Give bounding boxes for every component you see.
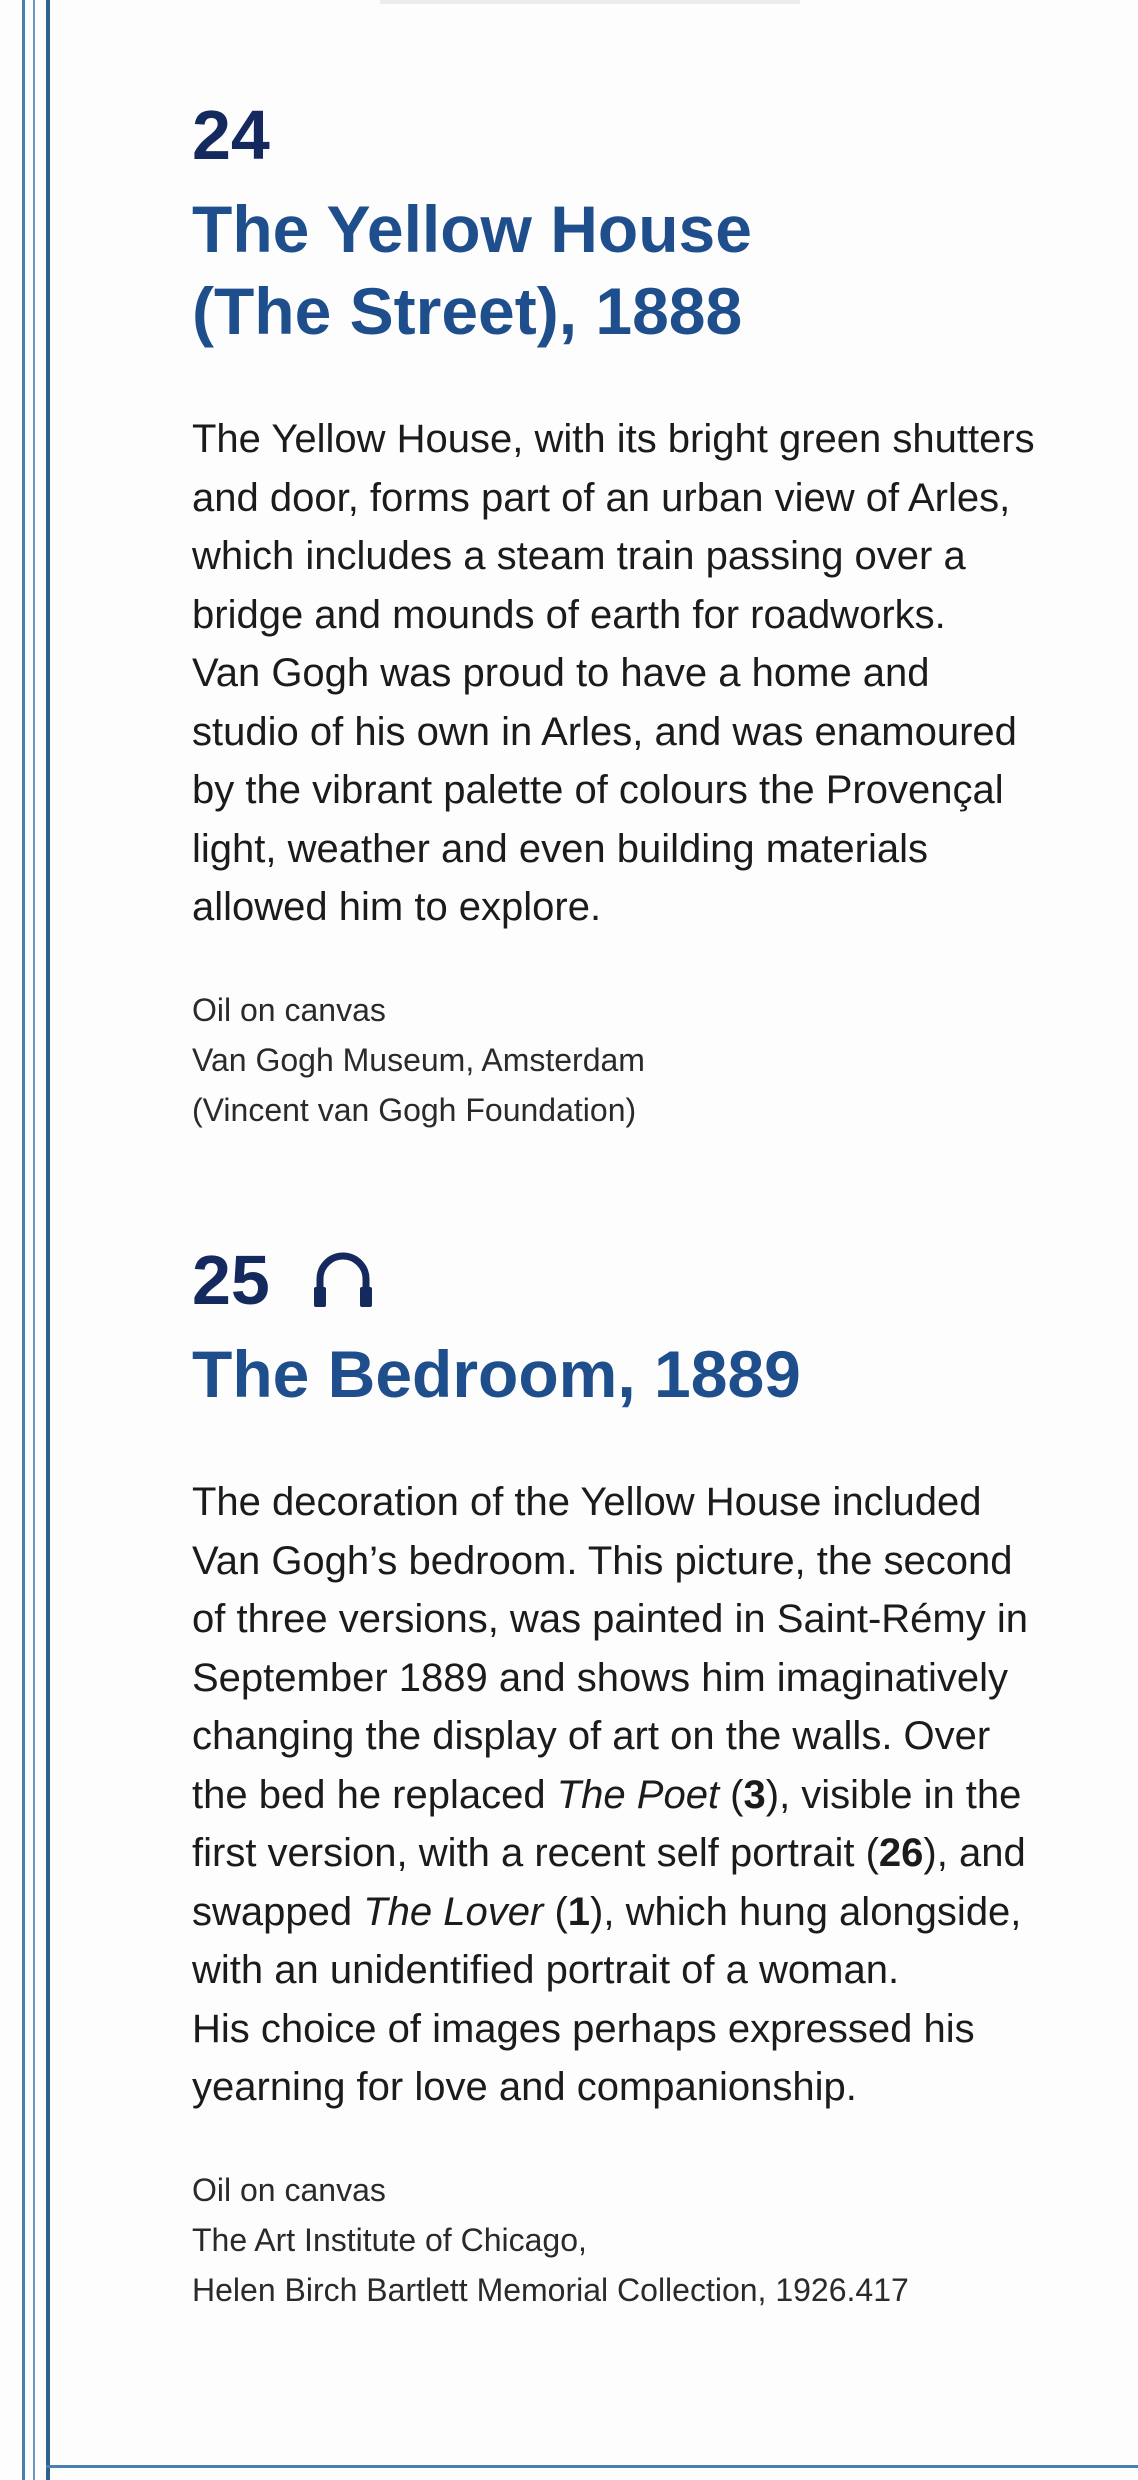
description-line: September 1889 and shows him imaginatively	[192, 1655, 1008, 1700]
text-run: (	[719, 1772, 744, 1817]
description-line: The decoration of the Yellow House included	[192, 1480, 982, 1524]
description-line	[192, 1883, 1122, 1942]
description-line: studio of his own in Arles, and was enamoured	[192, 709, 1017, 754]
description-line: changing the display of art on the walls. Over	[192, 1714, 991, 1758]
description-line: of three versions, was painted in Saint-Rémy in	[192, 1597, 1028, 1641]
entry-number: 24	[192, 96, 270, 174]
description-line: Van Gogh’s bedroom. This picture, the second	[192, 1538, 1013, 1583]
description-line	[192, 1766, 1122, 1825]
catalogue-ref: 26	[878, 1831, 924, 1875]
page-edge-line	[46, 0, 50, 2480]
headphones-icon	[308, 1245, 378, 1315]
collection-line: (Vincent van Gogh Foundation)	[192, 1091, 637, 1128]
text-run: (	[543, 1889, 568, 1934]
description-line: allowed him to explore.	[192, 885, 602, 929]
text-run: ), which hung alongside,	[590, 1889, 1022, 1934]
collection-line: The Art Institute of Chicago,	[192, 2221, 587, 2258]
page-edge-line	[22, 0, 25, 2480]
description-line: His choice of images perhaps expressed his	[192, 2006, 975, 2051]
entry-metadata	[192, 2165, 1122, 2315]
text-run: swapped	[192, 1889, 364, 1934]
title-line: The Bedroom, 1889	[192, 1337, 801, 1411]
entry-title	[192, 1333, 1122, 1415]
text-run: first version, with a recent self portrait (	[192, 1831, 879, 1875]
text-run: the bed he replaced	[192, 1772, 557, 1817]
collection-line: Van Gogh Museum, Amsterdam	[192, 1041, 645, 1078]
entry-number: 25	[192, 1245, 1122, 1315]
medium: Oil on canvas	[192, 991, 386, 1028]
description-line: Van Gogh was proud to have a home and	[192, 651, 930, 695]
entry-metadata	[192, 985, 1122, 1135]
description-line	[192, 1824, 1122, 1883]
entry-description	[192, 410, 1122, 937]
description-line: with an unidentified portrait of a woman.	[192, 1948, 900, 1992]
text-run: ), visible in the	[765, 1772, 1022, 1817]
artwork-title-ref: The Lover	[363, 1889, 544, 1934]
page-bottom-line	[46, 2465, 1138, 2468]
page-top-shadow	[380, 0, 800, 4]
catalogue-entry-25	[192, 1241, 1122, 2315]
description-line: light, weather and even building materials	[192, 826, 928, 871]
title-line: (The Street), 1888	[192, 274, 743, 348]
medium: Oil on canvas	[192, 2171, 386, 2208]
description-line: by the vibrant palette of colours the Provençal	[192, 768, 1004, 812]
page-edge-line	[33, 0, 35, 2480]
entry-description	[192, 1473, 1122, 2117]
description-line: yearning for love and companionship.	[192, 2065, 857, 2109]
catalogue-ref: 1	[567, 1889, 591, 1934]
title-line: The Yellow House	[192, 192, 752, 266]
catalogue-entry-24	[192, 96, 1122, 1135]
collection-line: Helen Birch Bartlett Memorial Collection, 1926.417	[192, 2271, 909, 2308]
description-line: and door, forms part of an urban view of Arles,	[192, 475, 1011, 520]
description-line: bridge and mounds of earth for roadworks.	[192, 592, 946, 637]
artwork-title-ref: The Poet	[556, 1772, 720, 1817]
description-line: which includes a steam train passing over a	[192, 534, 966, 578]
text-run: ), and	[923, 1831, 1026, 1875]
catalogue-ref: 3	[743, 1772, 766, 1817]
entry-title	[192, 188, 1122, 352]
description-line: The Yellow House, with its bright green shutters	[192, 417, 1035, 461]
